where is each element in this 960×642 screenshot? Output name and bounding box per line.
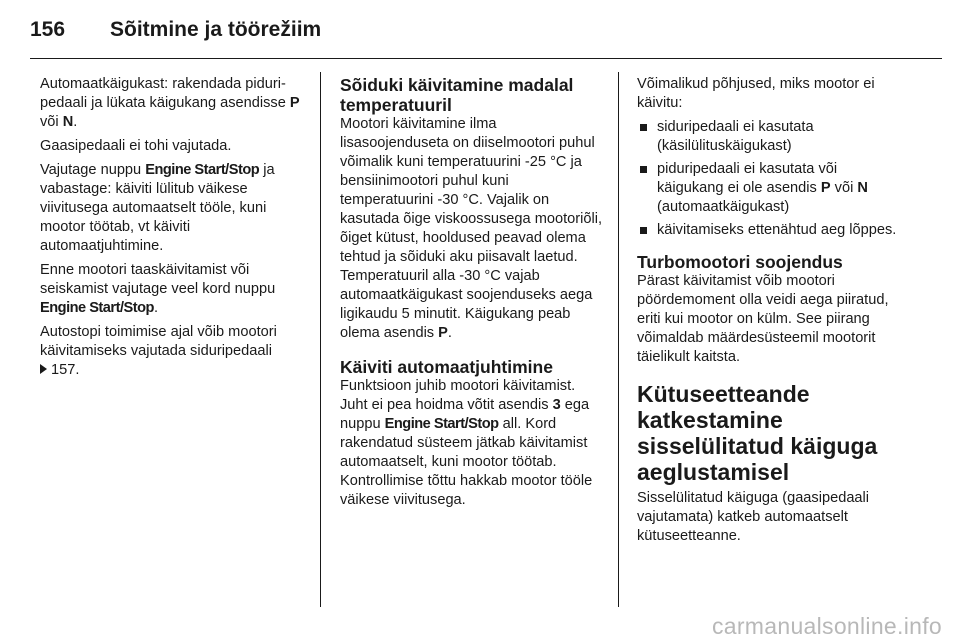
column-1 — [40, 75, 308, 385]
list-item: siduripedaali ei kasutata (käsilülituskäigukast) — [637, 118, 907, 156]
paragraph: Mootori käivitamine ilma lisasoojenduseta on diiselmootori puhul võimalik kuni temperatuurini -25 °C ja bensiinimootori puhul kuni temperatuurini -30 °C. Vajalik on kasutada õige viskoossusega mootoriõli, õiget kütust, hooldused peavad olema tehtud ja sõiduki aku piisavalt laetud. Temperatuuril alla -30 °C vajab automaatkäigukast soojenduseks aega ligikaudu 5 minutit. Käigukang peab olema asendis P. — [340, 116, 603, 341]
column-divider-1 — [320, 72, 321, 607]
paragraph: Sisselülitatud käiguga (gaasipedaali vajutamata) katkeb automaatselt kütuseetteanne. — [637, 490, 870, 544]
section-heading-turbo-warmup: Turbomootori soojendus — [637, 252, 843, 272]
paragraph: Autostopi toimimise ajal võib mootori käivitamiseks vajutada siduripedaali 157. — [40, 324, 277, 378]
page-header — [30, 18, 321, 52]
page-title: Sõitmine ja töörežiim — [110, 18, 322, 41]
paragraph: Gaasipedaali ei tohi vajutada. — [40, 138, 232, 154]
section-heading-cold-start: Sõiduki käivitamine madalal temperatuuril — [340, 75, 574, 115]
column-divider-2 — [618, 72, 619, 607]
paragraph: Automaatkäigukast: rakendada piduripedaali ja lükata käigukang asendisse P või N. — [40, 76, 300, 130]
paragraph: Vajutage nuppu Engine Start/Stop ja vabastage: käiviti lülitub väikese viivitusega automaatselt tööle, kuni mootor töötab, vt käiviti automaatjuhtimine. — [40, 162, 275, 254]
page-number: 156 — [30, 18, 66, 41]
section-heading-starter-control: Käiviti automaatjuhtimine — [340, 357, 553, 377]
paragraph: Võimalikud põhjused, miks mootor ei käivitu: — [637, 76, 875, 111]
paragraph: Funktsioon juhib mootori käivitamist. Juht ei pea hoidma võtit asendis 3 ega nuppu Engine Start/Stop all. Kord rakendatud süsteem jätkab käivitamist automaatselt, kuni mootor töötab. Kontrollimise tõttu hakkab mootor tööle väikese viivitusega. — [340, 378, 593, 508]
header-rule — [30, 58, 942, 59]
page-reference-arrow-icon — [40, 364, 47, 374]
section-heading-fuel-cutoff: Kütuseetteande katkestamine sisselülitatud käiguga aeglustamisel — [637, 381, 878, 485]
list-item: käivitamiseks ettenähtud aeg lõppes. — [637, 221, 907, 240]
page-reference-link[interactable]: 157. — [51, 362, 80, 378]
bullet-square-icon — [640, 124, 647, 131]
paragraph: Enne mootori taaskäivitamist või seiskamist vajutage veel kord nuppu Engine Start/Stop. — [40, 262, 276, 316]
column-2 — [340, 75, 605, 515]
paragraph: Pärast käivitamist võib mootori pöördemoment olla veidi aega piiratud, eriti kui mootor on külm. See piirang võimaldab määrdesüsteemil mootorit täielikult kaitsta. — [637, 273, 889, 365]
column-3 — [637, 75, 907, 551]
bullet-list — [637, 118, 907, 240]
bullet-square-icon — [640, 227, 647, 234]
list-item: piduripedaali ei kasutata või käigukang ei ole asendis P või N (automaatkäigukast) — [637, 160, 907, 217]
watermark: carmanualsonline.info — [711, 613, 942, 639]
bullet-square-icon — [640, 166, 647, 173]
